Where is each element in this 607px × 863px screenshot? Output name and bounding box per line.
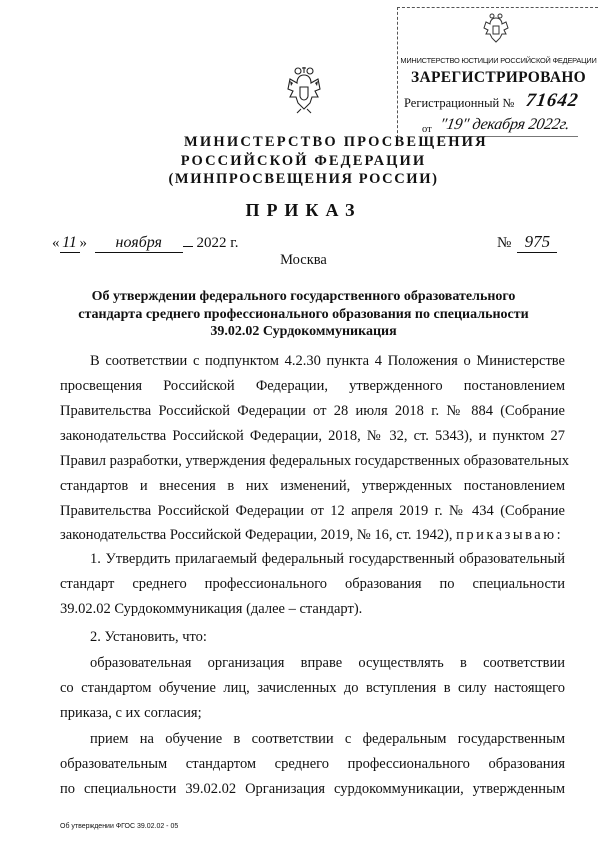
document-heading: Об утверждении федерального государственного образовательного стандарта среднего профессионального образования по специальности 39.02.02 Сурдокоммуникация bbox=[78, 289, 529, 339]
body-line: Правительства Российской Федерации от 12 апреля 2019 г. № 434 (Собрание bbox=[60, 503, 565, 519]
body-line: образовательная организация вправе осуществлять в соответствии bbox=[90, 655, 565, 671]
stamp-registered-label: ЗАРЕГИСТРИРОВАНО bbox=[410, 69, 587, 86]
body-line: стандарт среднего профессионального образования по специальности bbox=[60, 576, 565, 592]
body-line: В соответствии с подпунктом 4.2.30 пункта 4 Положения о Министерстве bbox=[90, 353, 565, 369]
date-quote-close: » bbox=[79, 235, 87, 251]
order-word: приказываю: bbox=[456, 527, 564, 543]
order-city: Москва bbox=[280, 252, 327, 268]
order-month: ноября bbox=[95, 234, 183, 253]
date-quote-open: « bbox=[52, 235, 60, 251]
order-title: ПРИКАЗ bbox=[245, 200, 362, 220]
registration-stamp bbox=[397, 7, 598, 138]
page-footer: Об утверждении ФГОС 39.02.02 - 05 bbox=[60, 823, 179, 830]
order-year: 2022 г. bbox=[196, 235, 239, 251]
body-line: Правительства Российской Федерации от 28 июля 2018 г. № 884 (Собрание bbox=[60, 403, 565, 419]
body-line: 39.02.02 Сурдокоммуникация (далее – стандарт). bbox=[60, 601, 363, 617]
ministry-short-name: (МИНПРОСВЕЩЕНИЯ РОССИИ) bbox=[168, 171, 439, 187]
body-line: образовательным стандартом среднего профессионального образования bbox=[60, 756, 565, 772]
eagle-emblem-icon bbox=[480, 12, 512, 48]
stamp-date-handwritten: "19" декабря 2022г. bbox=[438, 116, 572, 133]
body-line: просвещения Российской Федерации, утвержденного постановлением bbox=[60, 378, 565, 394]
body-line: прием на обучение в соответствии с федеральным государственным bbox=[90, 731, 565, 747]
stamp-registration-label: Регистрационный № bbox=[404, 96, 515, 110]
order-number-label: № bbox=[497, 235, 512, 251]
stamp-ministry-name: МИНИСТЕРСТВО ЮСТИЦИИ РОССИЙСКОЙ ФЕДЕРАЦИИ bbox=[400, 56, 597, 65]
body-line: стандартов и внесения в них изменений, утвержденных постановлением bbox=[60, 478, 565, 494]
body-line-text: законодательства Российской Федерации, 2019, № 16, ст. 1942), bbox=[60, 527, 453, 543]
stamp-registration-number: 71642 bbox=[524, 90, 581, 111]
ministry-name-line1: МИНИСТЕРСТВО ПРОСВЕЩЕНИЯ bbox=[184, 134, 488, 150]
ministry-name-line2: РОССИЙСКОЙ ФЕДЕРАЦИИ bbox=[180, 153, 427, 169]
coat-of-arms-icon bbox=[287, 65, 321, 115]
body-line: по специальности 39.02.02 Организация сурдокоммуникации, утвержденным bbox=[60, 781, 565, 797]
body-line: приказа, с их согласия; bbox=[60, 705, 202, 721]
body-line: Правил разработки, утверждения федеральных государственных образовательных bbox=[60, 453, 569, 469]
body-line: 1. Утвердить прилагаемый федеральный государственный образовательный bbox=[90, 551, 565, 567]
body-line-with-order bbox=[60, 523, 565, 547]
order-number-value: 975 bbox=[517, 232, 557, 253]
order-number bbox=[497, 232, 557, 253]
body-line: 2. Установить, что: bbox=[90, 629, 207, 645]
body-line: со стандартом обучение лиц, зачисленных до вступления в силу настоящего bbox=[60, 680, 565, 696]
order-date bbox=[52, 234, 238, 253]
body-line: законодательства Российской Федерации, 2018, № 32, ст. 5343), и пунктом 27 bbox=[60, 428, 565, 444]
order-day: 11 bbox=[60, 234, 80, 253]
stamp-date-prefix: от bbox=[422, 124, 432, 135]
